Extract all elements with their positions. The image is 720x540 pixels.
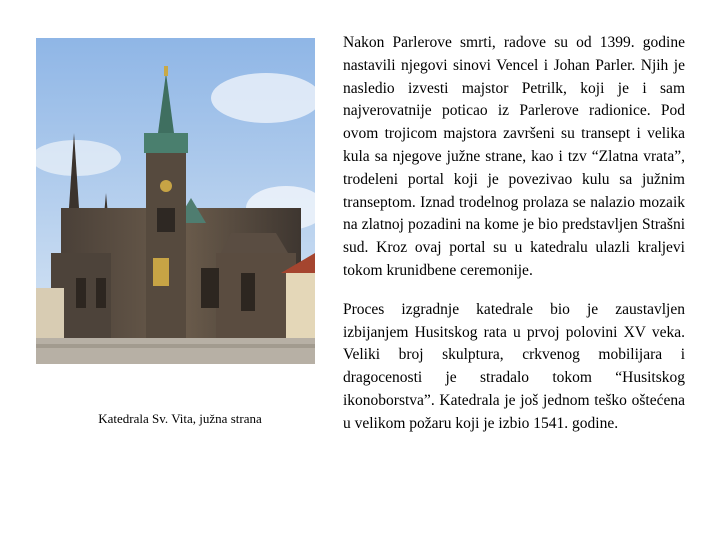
cathedral-photo [36, 38, 315, 364]
image-caption: Katedrala Sv. Vita, južna strana [98, 411, 262, 426]
paragraph: Nakon Parlerove smrti, radove su od 1399. godine nastavili njegovi sinovi Vencel i Johan Parler. Njih je nasledio izvesti majstor Petrilk, koji je i sam najverovatnije poticao iz Parlerove radionice. Pod ovom trojicom majstora završeni su transept i velika kula sa njegove južne strane, kao i tzv “Zlatna vrata”, trodeleni portal koji je povezivao kulu sa južnim transeptom. Iznad trodelnog prolaza se nalazio mozaik na zlatnoj pozadini na kome je bio predstavljen Strašni sud. Kroz ovaj portal su u katedralu ulazli kraljevi tokom krunidbene ceremonije. [343, 34, 685, 279]
body-text [343, 32, 685, 436]
paragraph: Proces izgradnje katedrale bio je zaustavljen izbijanjem Husitskog rata u prvoj polovini XV veka. Veliki broj skulptura, crkvenog mobilijara i dragocenosti je stradalo tokom “Husitskog ikonoborstva”. Katedrala je još jednom teško oštećena u velikom požaru koji je izbio 1541. godine. [343, 300, 685, 432]
